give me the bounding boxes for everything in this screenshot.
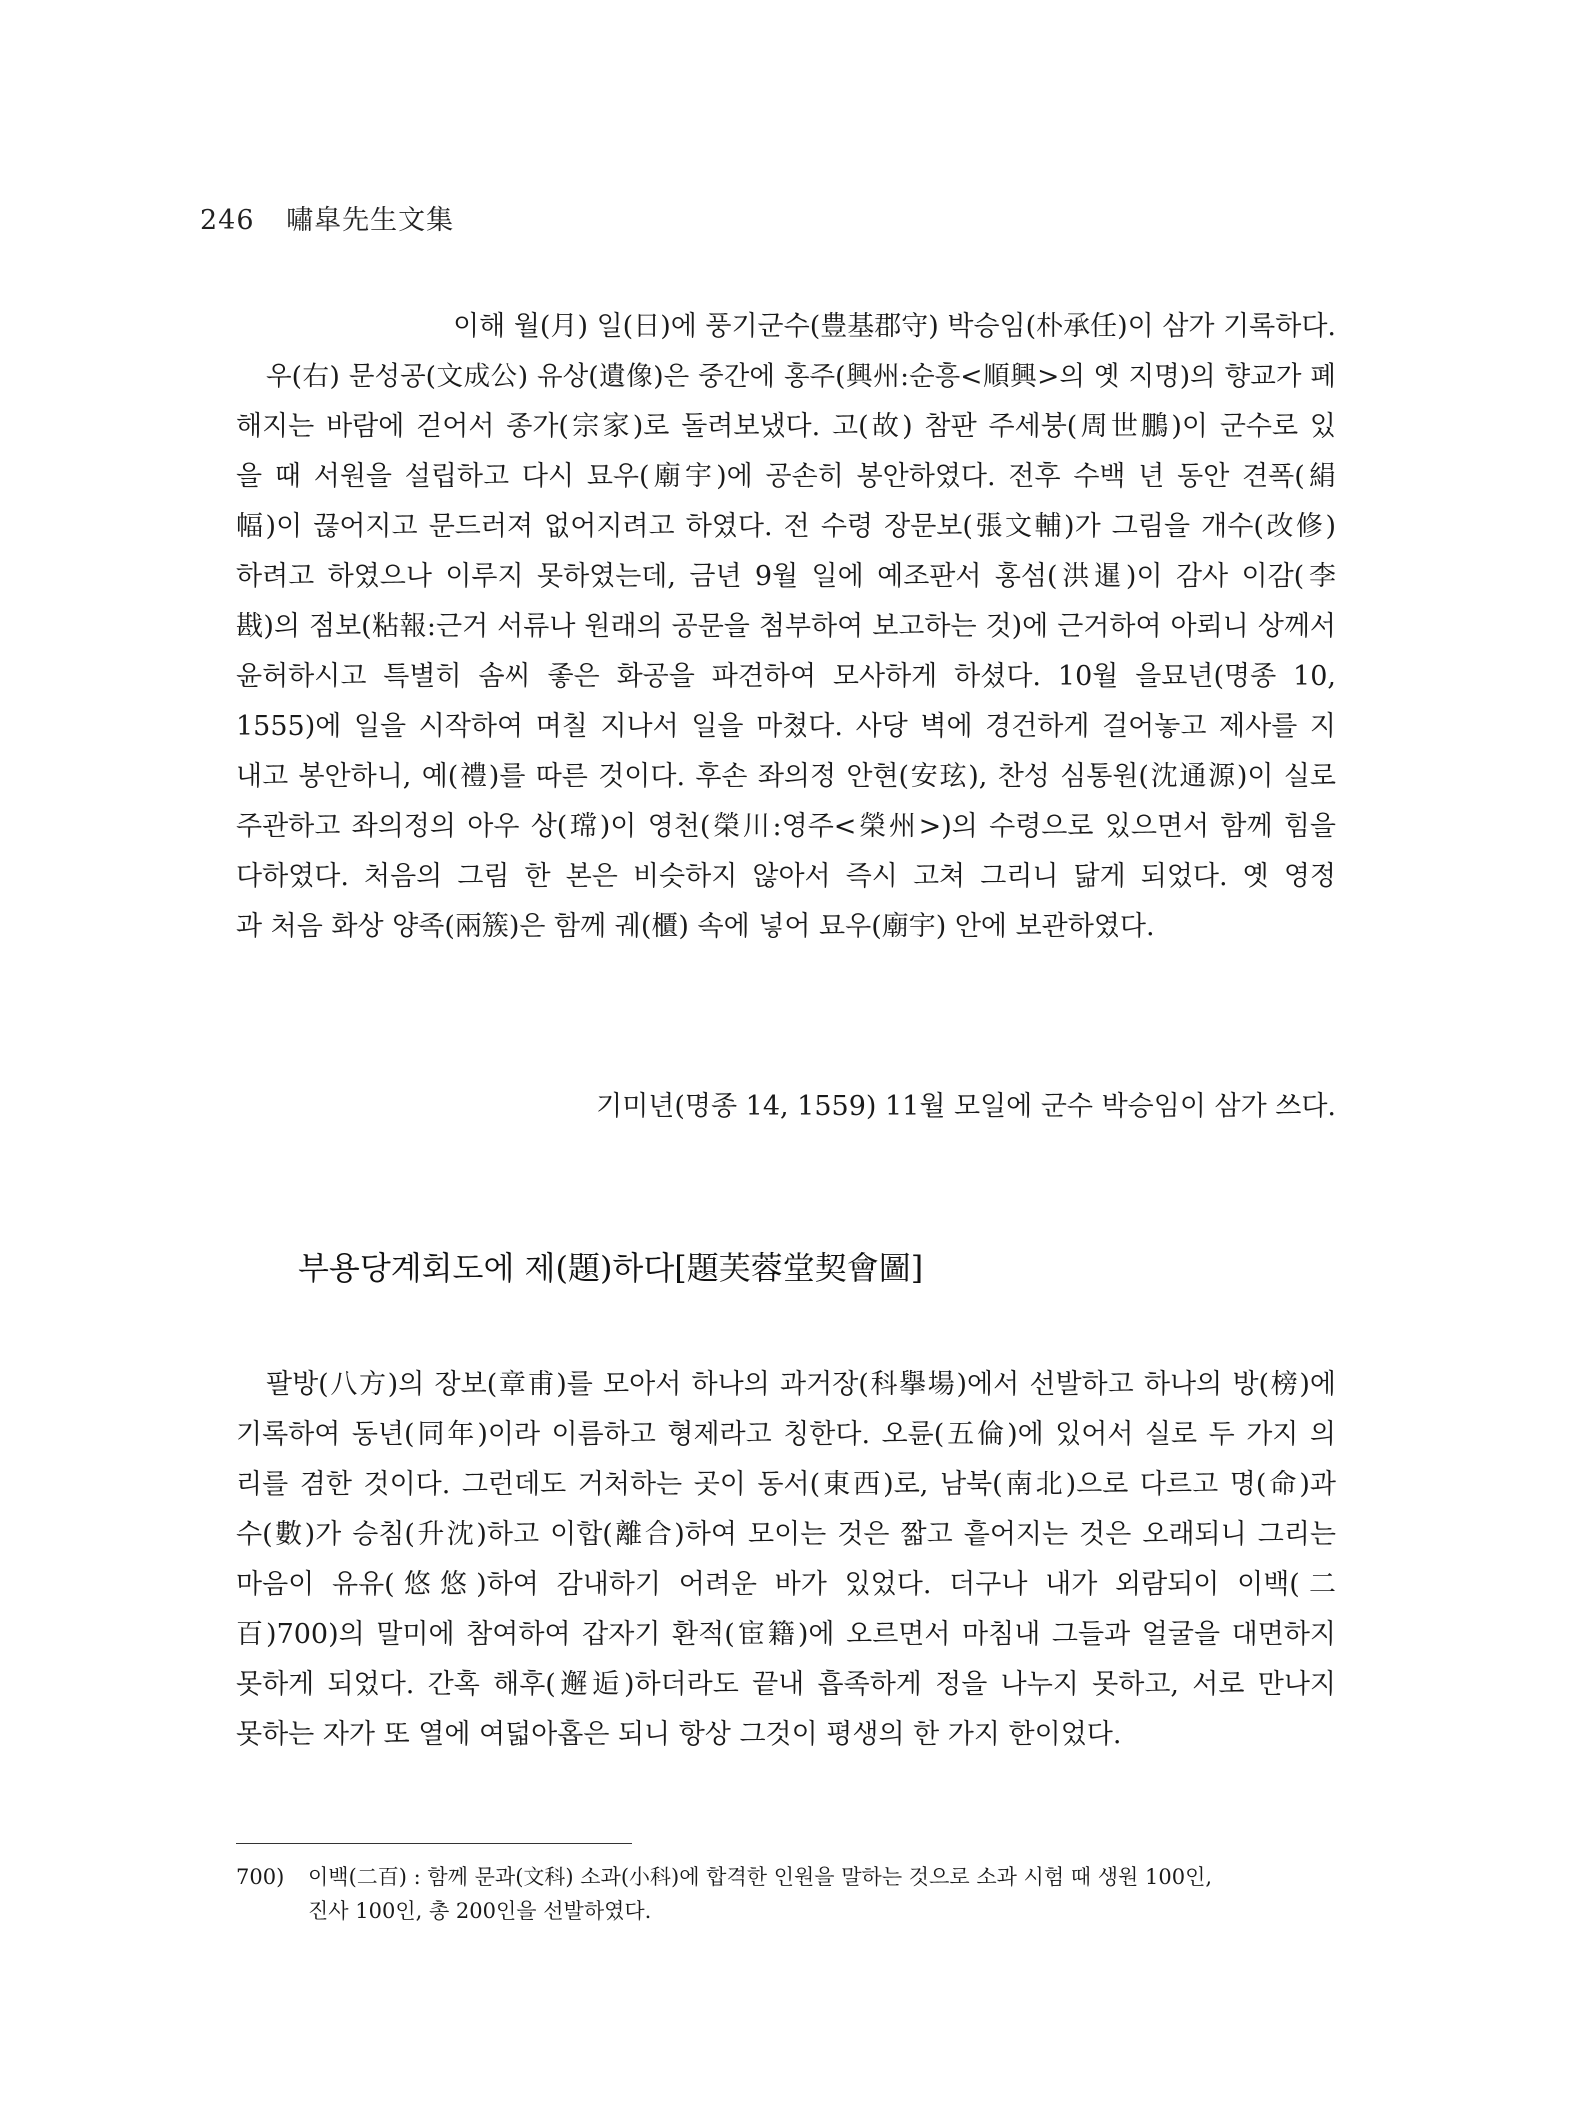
- text-line: 을 때 서원을 설립하고 다시 묘우(廟宇)에 공손히 봉안하였다. 전후 수백 년 동안 견폭(絹: [236, 461, 1336, 492]
- text-line: 1555)에 일을 시작하여 며칠 지나서 일을 마쳤다. 사당 벽에 경건하게 걸어놓고 제사를 지: [236, 711, 1336, 742]
- text-line: 幅)이 끊어지고 문드러져 없어지려고 하였다. 전 수령 장문보(張文輔)가 그림을 개수(改修): [236, 511, 1336, 542]
- text-line: 못하는 자가 또 열에 여덟아홉은 되니 항상 그것이 평생의 한 가지 한이었다.: [236, 1719, 1122, 1750]
- text-line: 못하게 되었다. 간혹 해후(邂逅)하더라도 끝내 흡족하게 정을 나누지 못하고, 서로 만나지: [236, 1669, 1336, 1700]
- text-line: 주관하고 좌의정의 아우 상(瑺)이 영천(榮川:영주<榮州>)의 수령으로 있으면서 함께 힘을: [236, 811, 1336, 842]
- text-line: 다하였다. 처음의 그림 한 본은 비슷하지 않아서 즉시 고쳐 그리니 닮게 되었다. 옛 영정: [236, 861, 1336, 892]
- footnote-number: 700): [236, 1865, 285, 1889]
- colophon-intro: 이해 월(月) 일(日)에 풍기군수(豊基郡守) 박승임(朴承任)이 삼가 기록하다.: [453, 311, 1336, 342]
- text-line: 팔방(八方)의 장보(章甫)를 모아서 하나의 과거장(科擧場)에서 선발하고 하나의 방(榜)에: [266, 1369, 1336, 1400]
- section-text: [236, 1360, 1336, 1760]
- text-line: 해지는 바람에 걷어서 종가(宗家)로 돌려보냈다. 고(故) 참판 주세붕(周世鵬)이 군수로 있: [236, 411, 1336, 442]
- footnote-line: 진사 100인, 총 200인을 선발하였다.: [308, 1899, 652, 1923]
- book-title: 嘯皐先生文集: [286, 205, 455, 236]
- text-line: 수(數)가 승침(升沈)하고 이합(離合)하여 모이는 것은 짧고 흩어지는 것은 오래되니 그리는: [236, 1519, 1336, 1550]
- text-line: 百)700)의 말미에 참여하여 갑자기 환적(宦籍)에 오르면서 마침내 그들과 얼굴을 대면하지: [236, 1619, 1336, 1650]
- closing-line: 기미년(명종 14, 1559) 11월 모일에 군수 박승임이 삼가 쓰다.: [596, 1091, 1336, 1122]
- section-title: 부용당계회도에 제(題)하다[題芙蓉堂契會圖]: [298, 1249, 924, 1287]
- text-line: 마음이 유유(悠悠)하여 감내하기 어려운 바가 있었다. 더구나 내가 외람되이 이백(二: [236, 1569, 1336, 1600]
- text-line: 내고 봉안하니, 예(禮)를 따른 것이다. 후손 좌의정 안현(安玹), 찬성 심통원(沈通源)이 실로: [236, 761, 1336, 792]
- text-line: 戡)의 점보(粘報:근거 서류나 원래의 공문을 첨부하여 보고하는 것)에 근거하여 아뢰니 상께서: [236, 611, 1336, 642]
- text-line: 리를 겸한 것이다. 그런데도 거처하는 곳이 동서(東西)로, 남북(南北)으로 다르고 명(命)과: [236, 1469, 1336, 1500]
- text-line: 우(右) 문성공(文成公) 유상(遺像)은 중간에 홍주(興州:순흥<順興>의 옛 지명)의 향교가 폐: [266, 361, 1336, 392]
- page-number: 246: [200, 205, 255, 236]
- footnote-line: [236, 1860, 1336, 1894]
- colophon-closing: [236, 1082, 1336, 1132]
- footnote-text: 이백(二百) : 함께 문과(文科) 소과(小科)에 합격한 인원을 말하는 것으로 소과 시험 때 생원 100인,: [308, 1865, 1213, 1889]
- colophon-text: [236, 302, 1336, 952]
- running-header: [200, 198, 454, 237]
- footnote-divider: [236, 1843, 632, 1844]
- text-line: 하려고 하였으나 이루지 못하였는데, 금년 9월 일에 예조판서 홍섬(洪暹)이 감사 이감(李: [236, 561, 1336, 592]
- text-line: 기록하여 동년(同年)이라 이름하고 형제라고 칭한다. 오륜(五倫)에 있어서 실로 두 가지 의: [236, 1419, 1336, 1450]
- text-line: 과 처음 화상 양족(兩簇)은 함께 궤(櫃) 속에 넣어 묘우(廟宇) 안에 보관하였다.: [236, 911, 1155, 942]
- footnote: [236, 1860, 1336, 1928]
- text-line: 윤허하시고 특별히 솜씨 좋은 화공을 파견하여 모사하게 하셨다. 10월 을묘년(명종 10,: [236, 661, 1336, 692]
